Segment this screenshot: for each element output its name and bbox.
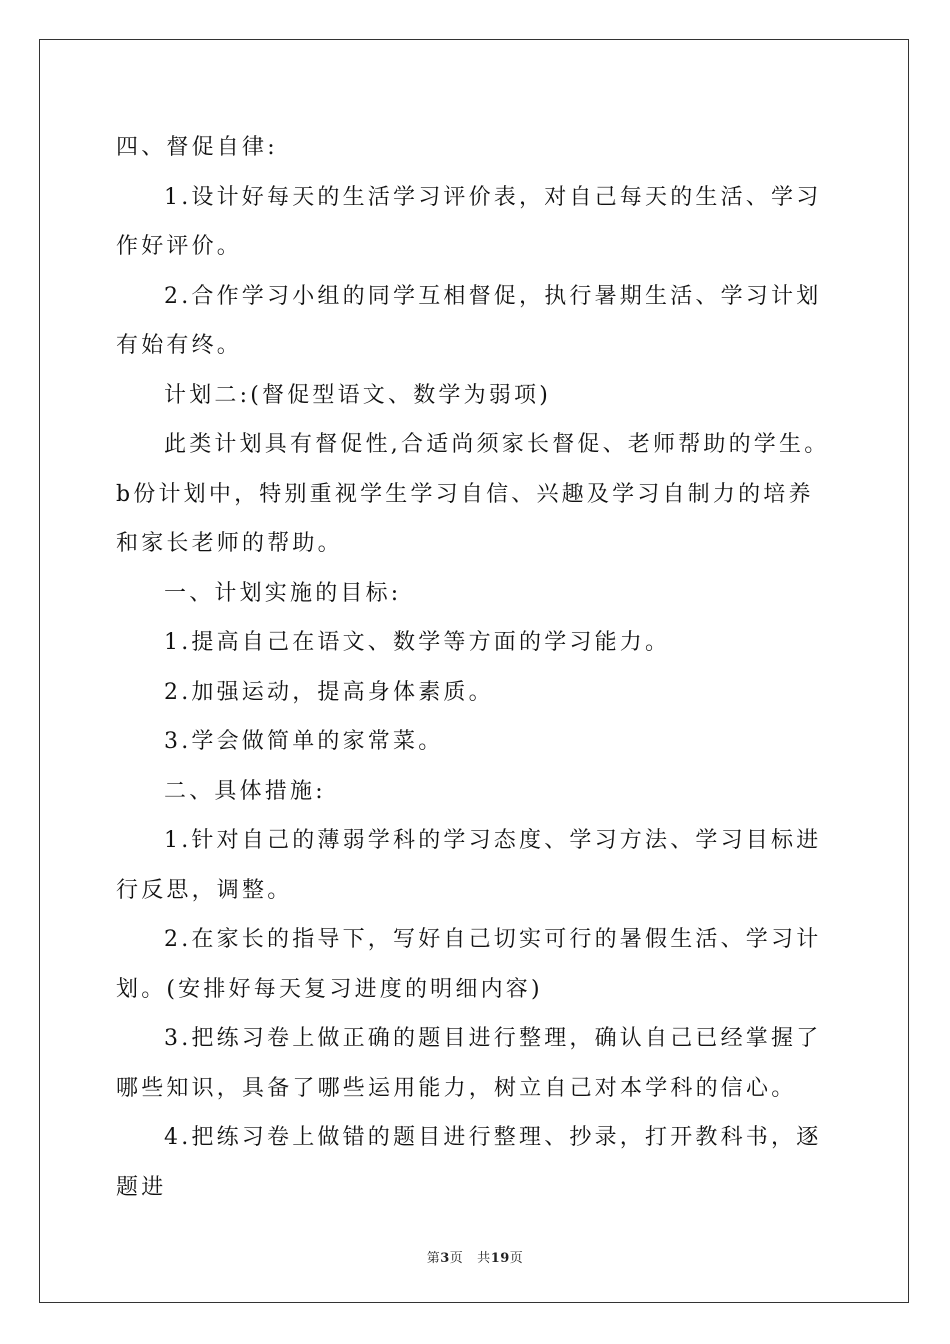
footer-total-prefix: 共 — [477, 1251, 491, 1266]
footer-total-suffix: 页 — [509, 1251, 524, 1266]
footer-total-number: 19 — [490, 1251, 510, 1266]
goal-item-2: 2.加强运动，提高身体素质。 — [164, 679, 494, 705]
paragraph-group-supervision: 2.合作学习小组的同学互相督促，执行暑期生活、学习计划有始有终。 — [116, 283, 822, 358]
goal-item-1: 1.提高自己在语文、数学等方面的学习能力。 — [164, 630, 671, 655]
measure-item-1: 1.针对自己的薄弱学科的学习态度、学习方法、学习目标进行反思，调整。 — [116, 828, 822, 903]
heading-supervise-self-discipline: 四、督促自律: — [116, 135, 278, 160]
goal-item-3: 3.学会做简单的家常菜。 — [164, 729, 444, 754]
heading-plan-goals: 一、计划实施的目标: — [164, 580, 402, 606]
measure-item-3: 3.把练习卷上做正确的题目进行整理，确认自己已经掌握了哪些知识，具备了哪些运用能力，树立自己对本学科的信心。 — [116, 1026, 822, 1101]
footer-page-prefix: 第 — [426, 1251, 441, 1266]
plan-two-title: 计划二:(督促型语文、数学为弱项) — [164, 382, 551, 408]
heading-specific-measures: 二、具体措施: — [164, 778, 326, 804]
paragraph-plan-description: 此类计划具有督促性,合适尚须家长督促、老师帮助的学生。b份计划中，特别重视学生学习自信、兴趣及学习自制力的培养和家长老师的帮助。 — [116, 432, 830, 556]
footer-page-number: 3 — [440, 1251, 450, 1266]
page-footer — [0, 1247, 950, 1266]
measure-item-2: 2.在家长的指导下，写好自己切实可行的暑假生活、学习计划。(安排好每天复习进度的明细内容) — [116, 927, 822, 1002]
paragraph-evaluation-table: 1.设计好每天的生活学习评价表，对自己每天的生活、学习作好评价。 — [116, 184, 822, 259]
document-body — [116, 123, 838, 1212]
measure-item-4: 4.把练习卷上做错的题目进行整理、抄录，打开教科书，逐题进 — [116, 1125, 822, 1200]
footer-page-suffix: 页 — [449, 1251, 464, 1266]
